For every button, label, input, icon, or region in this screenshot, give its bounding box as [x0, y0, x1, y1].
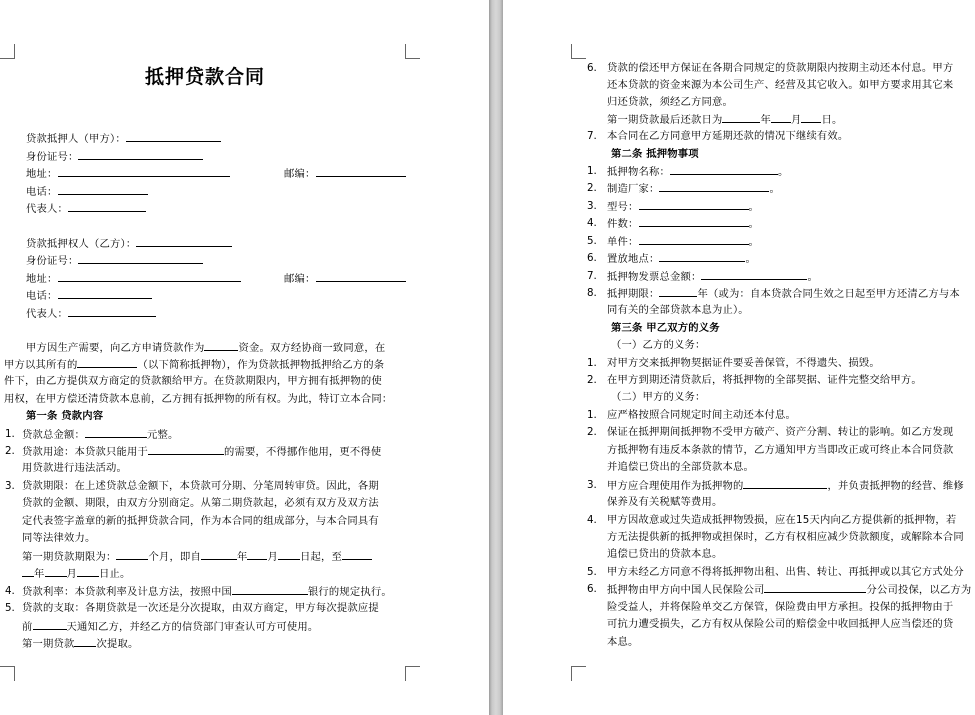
list-item: 在甲方到期还清贷款后，将抵押物的全部契据、证件完整交给甲方。: [607, 374, 922, 386]
party-b-id-field: 身份证号：: [26, 252, 203, 270]
blank-line: [22, 565, 34, 577]
intro-line: 件下，由乙方提供双方商定的贷款额给甲方。在贷款期限内，甲方拥有抵押物的使: [4, 375, 382, 387]
document-page-right: [503, 0, 975, 715]
list-number: 6.: [587, 583, 597, 595]
list-item: 型号： 。: [607, 198, 759, 216]
list-item-continued: 归还贷款，须经乙方同意。: [607, 96, 733, 108]
blank-line: [126, 130, 221, 142]
list-item: 甲方应合理使用作为抵押物的 ，并负责抵押物的经营、维修: [607, 477, 964, 495]
blank-line: [639, 198, 749, 210]
blank-line: [58, 183, 148, 195]
blank-line: [247, 548, 267, 560]
blank-line: [342, 548, 372, 560]
blank-line: [639, 233, 749, 245]
blank-line: [33, 618, 67, 630]
list-item-continued: 同等法律效力。: [22, 532, 96, 544]
blank-line: [232, 583, 308, 595]
list-item-continued: 并追偿已贷出的全部贷款本息。: [607, 461, 754, 473]
list-number: 5.: [587, 566, 597, 578]
crop-mark: [405, 44, 420, 59]
list-item: 抵押物由甲方向中国人民保险公司 分公司投保，以乙方为: [607, 581, 971, 599]
list-number: 3.: [587, 200, 597, 212]
article-3-heading: 第三条 甲乙双方的义务: [611, 322, 720, 334]
list-number: 6.: [587, 62, 597, 74]
list-number: 3.: [5, 480, 15, 492]
party-b-name-field: 贷款抵押权人（乙方）：: [26, 235, 232, 253]
blank-line: [68, 305, 156, 317]
list-item: 抵押物发票总金额： 。: [607, 268, 818, 286]
first-period-line: 年 月 日止。: [22, 565, 131, 583]
list-number: 3.: [587, 479, 597, 491]
list-number: 6.: [587, 252, 597, 264]
blank-line: [77, 565, 99, 577]
list-item-continued: 险受益人，并将保险单交乙方保管，保险费由甲方承担。投保的抵押物由于: [607, 601, 954, 613]
list-number: 5.: [587, 235, 597, 247]
page-gutter: [489, 0, 503, 715]
intro-line: 甲方以其所有的 （以下简称抵押物），作为贷款抵押物抵押给乙方的条: [4, 356, 384, 374]
list-number: 5.: [5, 602, 15, 614]
party-a-zip-field: 邮编：: [284, 165, 406, 183]
list-item: 贷款期限：在上述贷款总金额下，本贷款可分期、分笔周转审贷。因此，各期: [22, 480, 379, 492]
list-number: 4.: [5, 585, 15, 597]
list-item: 贷款总金额： 元整。: [22, 426, 178, 444]
blank-line: [204, 339, 238, 351]
list-number: 1.: [587, 409, 597, 421]
list-item: 贷款用途：本贷款只能用于 的需要，不得挪作他用，更不得使: [22, 443, 381, 461]
list-item-continued: 同有关的全部贷款本息为止）。: [607, 304, 749, 316]
list-item: 抵押物名称： 。: [607, 163, 788, 181]
list-number: 2.: [587, 374, 597, 386]
blank-line: [659, 285, 697, 297]
list-number: 8.: [587, 287, 597, 299]
list-item-continued: 定代表签字盖章的新的抵押贷款合同，作为本合同的组成部分，与本合同具有: [22, 515, 379, 527]
blank-line: [278, 548, 300, 560]
list-item-continued: 前 天通知乙方，并经乙方的信贷部门审查认可方可使用。: [22, 618, 318, 636]
list-item-continued: 追偿已贷出的贷款本息。: [607, 548, 723, 560]
list-item-continued: 保养及有关税赋等费用。: [607, 496, 723, 508]
party-a-id-field: 身份证号：: [26, 148, 203, 166]
list-item-continued: 方无法提供新的抵押物或担保时，乙方有权相应减少贷款额度，或解除本合同: [607, 531, 964, 543]
list-item-continued: 用贷款进行违法活动。: [22, 462, 127, 474]
crop-mark: [0, 666, 15, 681]
list-item: 应严格按照合同规定时间主动还本付息。: [607, 409, 796, 421]
article-2-heading: 第二条 抵押物事项: [611, 148, 699, 160]
blank-line: [670, 163, 778, 175]
party-a-rep-field: 代表人：: [26, 200, 146, 218]
list-item: 甲方因故意或过失造成抵押物毁损，应在15天内向乙方提供新的抵押物，若: [607, 514, 957, 526]
party-a-name-field: 贷款抵押人（甲方）：: [26, 130, 221, 148]
list-number: 2.: [587, 182, 597, 194]
blank-line: [74, 635, 96, 647]
blank-line: [701, 268, 807, 280]
party-a-address-field: 地址：: [26, 165, 230, 183]
list-number: 4.: [587, 514, 597, 526]
blank-line: [639, 215, 749, 227]
crop-mark: [571, 44, 586, 59]
list-item: 件数： 。: [607, 215, 759, 233]
blank-line: [78, 148, 203, 160]
list-item: 贷款的支取：各期贷款是一次还是分次提取，由双方商定，甲方每次提款应提: [22, 602, 379, 614]
party-b-address-field: 地址：: [26, 270, 241, 288]
intro-line: 甲方因生产需要，向乙方申请贷款作为 资金。双方经协商一致同意，在: [26, 339, 385, 357]
list-item: 本合同在乙方同意甲方延期还款的情况下继续有效。: [607, 130, 849, 142]
subsection-heading: （一）乙方的义务：: [611, 339, 706, 351]
blank-line: [136, 235, 232, 247]
list-item: 制造厂家： 。: [607, 180, 780, 198]
blank-line: [201, 548, 237, 560]
list-item: 贷款的偿还甲方保证在各期合同规定的贷款期限内按期主动还本付息。甲方: [607, 62, 954, 74]
list-item-continued: 方抵押物有违反本条款的情节，乙方通知甲方当即改正或可终止本合同贷款: [607, 444, 954, 456]
blank-line: [58, 270, 241, 282]
list-item: 甲方未经乙方同意不得将抵押物出租、出售、转让、再抵押或以其它方式处分: [607, 566, 964, 578]
document-title: 抵押贷款合同: [145, 66, 266, 88]
blank-line: [771, 111, 791, 123]
blank-line: [801, 111, 821, 123]
blank-line: [743, 477, 827, 489]
list-item: 置放地点： 。: [607, 250, 756, 268]
blank-line: [77, 356, 137, 368]
blank-line: [316, 165, 406, 177]
list-item: 抵押期限： 年（或为：自本贷款合同生效之日起至甲方还清乙方与本: [607, 285, 960, 303]
list-item: 单件： 。: [607, 233, 759, 251]
list-number: 4.: [587, 217, 597, 229]
blank-line: [116, 548, 148, 560]
crop-mark: [571, 666, 586, 681]
crop-mark: [0, 44, 15, 59]
list-number: 7.: [587, 130, 597, 142]
blank-line: [659, 250, 745, 262]
list-number: 2.: [5, 445, 15, 457]
party-b-phone-field: 电话：: [26, 287, 152, 305]
party-a-phone-field: 电话：: [26, 183, 148, 201]
list-item: 贷款利率：本贷款利率及计息方法，按照中国 银行的规定执行。: [22, 583, 392, 601]
list-item: 保证在抵押期间抵押物不受甲方破产、资产分割、转让的影响。如乙方发现: [607, 426, 954, 438]
blank-line: [78, 252, 203, 264]
blank-line: [148, 443, 224, 455]
list-number: 1.: [587, 357, 597, 369]
party-b-zip-field: 邮编：: [284, 270, 406, 288]
article-1-heading: 第一条 贷款内容: [26, 410, 104, 422]
blank-line: [764, 581, 866, 593]
subsection-heading: （二）甲方的义务：: [611, 391, 706, 403]
list-number: 1.: [587, 165, 597, 177]
party-b-rep-field: 代表人：: [26, 305, 156, 323]
blank-line: [659, 180, 769, 192]
blank-line: [58, 165, 230, 177]
last-repayment-line: 第一期贷款最后还款日为 年 月 日。: [607, 111, 842, 129]
list-item-continued: 贷款的金额、期限，由双方分别商定。从第二期贷款起，必须有双方及双方法: [22, 497, 379, 509]
blank-line: [58, 287, 152, 299]
list-number: 7.: [587, 270, 597, 282]
list-item-continued: 可抗力遭受损失，乙方有权从保险公司的赔偿金中收回抵押人应当偿还的贷: [607, 618, 954, 630]
blank-line: [722, 111, 760, 123]
first-period-line: 第一期贷款期限为： 个月，即自 年 月 日起，至: [22, 548, 372, 566]
blank-line: [316, 270, 406, 282]
blank-line: [68, 200, 146, 212]
list-number: 1.: [5, 428, 15, 440]
first-withdrawal-line: 第一期贷款 次提取。: [22, 635, 138, 653]
list-item: 对甲方交来抵押物契据证件要妥善保管，不得遗失、损毁。: [607, 357, 880, 369]
crop-mark: [405, 666, 420, 681]
blank-line: [45, 565, 67, 577]
intro-line: 用权，在甲方偿还清贷款本息前，乙方拥有抵押物的所有权。为此，特订立本合同：: [4, 393, 393, 405]
list-number: 2.: [587, 426, 597, 438]
blank-line: [85, 426, 147, 438]
list-item-continued: 本息。: [607, 636, 639, 648]
list-item-continued: 还本贷款的资金来源为本公司生产、经营及其它收入。如甲方要求用其它来: [607, 79, 954, 91]
